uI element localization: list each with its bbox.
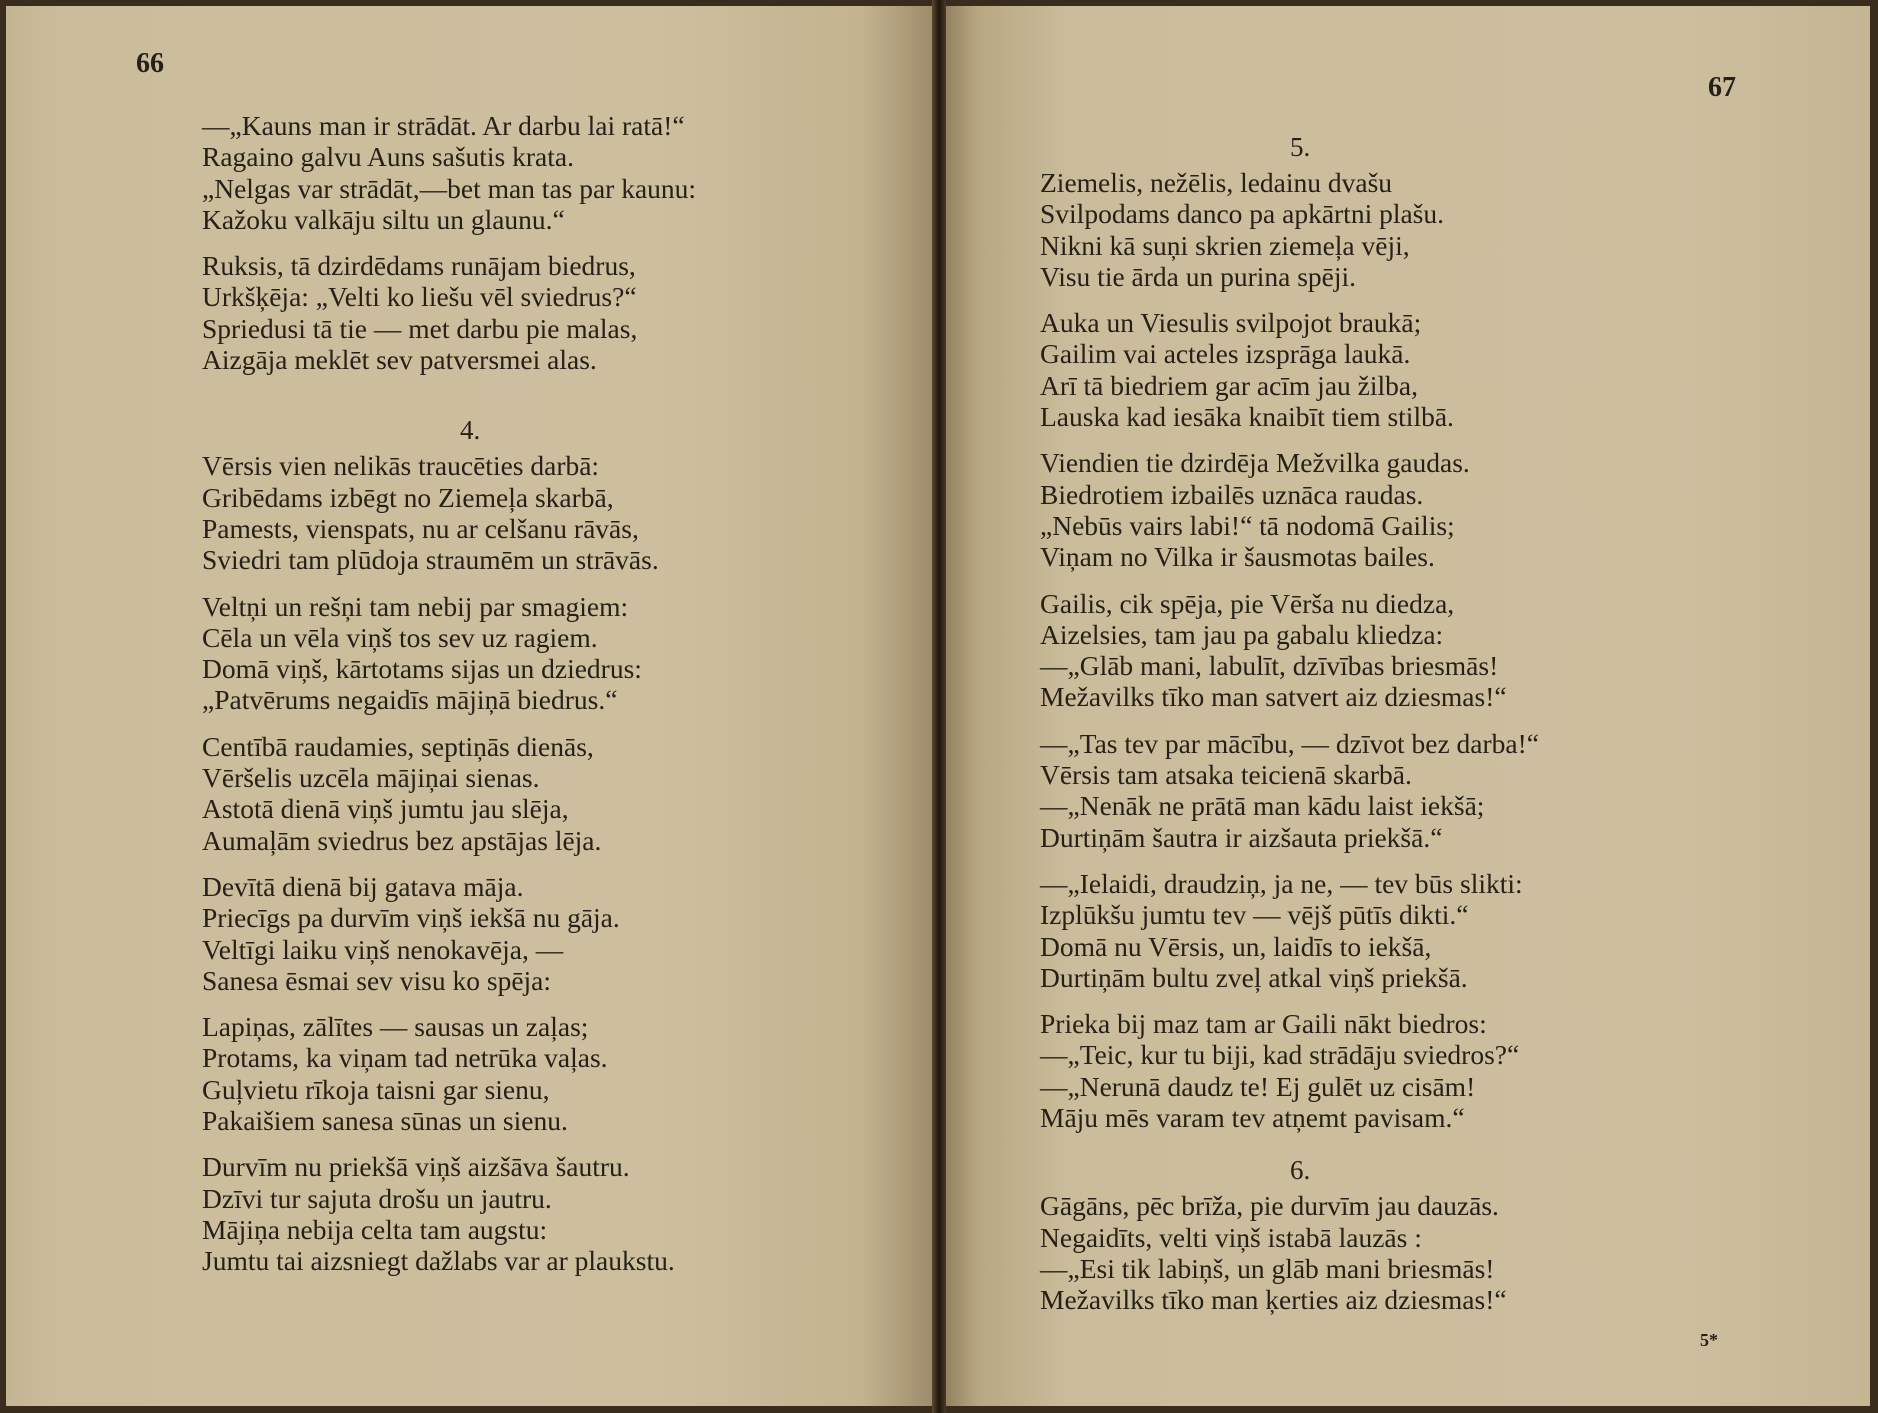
verse-line: Māju mēs varam tev atņemt pavisam.“: [1040, 1102, 1465, 1134]
stanza: [1040, 868, 1539, 993]
book-gutter: [932, 0, 946, 1413]
signature-mark: 5*: [1700, 1330, 1718, 1350]
stanza: [202, 450, 696, 575]
verse-line: —„Ielaidi, draudziņ, ja ne, — tev būs slikti:: [1040, 867, 1523, 899]
stanza: [202, 591, 696, 716]
stanza: [202, 1011, 696, 1136]
verse-line: —„Teic, kur tu biji, kad strādāju sviedros?“: [1040, 1039, 1520, 1071]
verse-line: —„Nenāk ne prātā man kādu laist iekšā;: [1040, 790, 1485, 822]
verse-line: —„Esi tik labiņš, un glāb mani briesmās!: [1040, 1252, 1495, 1284]
stanza: [1040, 447, 1539, 572]
stanza: [202, 1151, 696, 1276]
verse-line: Nikni kā suņi skrien ziemeļa vēji,: [1040, 229, 1410, 261]
section-number: 6.: [1290, 1155, 1311, 1186]
verse-line: Pakaišiem sanesa sūnas un sienu.: [202, 1105, 568, 1137]
verse-line: Dzīvi tur sajuta drošu un jautru.: [202, 1182, 552, 1214]
stanza: [202, 731, 696, 856]
verse-line: Pamests, vienspats, nu ar celšanu rāvās,: [202, 512, 639, 544]
section-number: 4.: [460, 415, 481, 446]
stanza: [1040, 307, 1539, 432]
verse-line: Veltīgi laiku viņš nenokavēja, —: [202, 933, 564, 965]
stanza: [1040, 588, 1539, 713]
verse-line: Guļvietu rīkoja taisni gar sienu,: [202, 1073, 550, 1105]
verse-line: Prieka bij maz tam ar Gaili nākt biedros:: [1040, 1008, 1487, 1040]
verse-line: „Patvērums negaidīs mājiņā biedrus.“: [202, 684, 618, 716]
left-page: [6, 6, 936, 1406]
verse-line: Domā viņš, kārtotams sijas un dziedrus:: [202, 653, 642, 685]
verse-line: Visu tie ārda un purina spēji.: [1040, 260, 1357, 292]
right-page: [942, 6, 1870, 1406]
verse-line: Mājiņa nebija celta tam augstu:: [202, 1213, 548, 1245]
verse-line: „Nebūs vairs labi!“ tā nodomā Gailis;: [1040, 509, 1455, 541]
verse-line: —„Glāb mani, labulīt, dzīvības briesmās!: [1040, 650, 1499, 682]
verse-line: Durtiņām bultu zveļ atkal viņš priekšā.: [1040, 961, 1468, 993]
verse-line: Sviedri tam plūdoja straumēm un strāvās.: [202, 544, 659, 576]
stanza: [1040, 1008, 1539, 1133]
verse-line: Urkšķēja: „Velti ko liešu vēl sviedrus?“: [202, 281, 637, 313]
verse-line: Aizelsies, tam jau pa gabalu kliedza:: [1040, 618, 1444, 650]
verse-line: Veltņi un rešņi tam nebij par smagiem:: [202, 590, 629, 622]
verse-line: Centībā raudamies, septiņās dienās,: [202, 730, 594, 762]
verse-line: Mežavilks tīko man ķerties aiz dziesmas!“: [1040, 1284, 1507, 1316]
verse-line: Kažoku valkāju siltu un glaunu.“: [202, 203, 565, 235]
verse-line: Viņam no Vilka ir šausmotas bailes.: [1040, 541, 1435, 573]
verse-line: —„Tas tev par mācību, — dzīvot bez darba!“: [1040, 727, 1539, 759]
verse-line: Vērsis vien nelikās traucēties darbā:: [202, 450, 600, 482]
stanza: [202, 871, 696, 996]
verse-line: —„Nerunā daudz te! Ej gulēt uz cisām!: [1040, 1070, 1476, 1102]
right-page-text: [1040, 132, 1539, 1331]
page-number-left: 66: [136, 48, 164, 79]
verse-line: Gribēdams izbēgt no Ziemeļa skarbā,: [202, 481, 614, 513]
verse-line: Biedrotiem izbailēs uznāca raudas.: [1040, 478, 1424, 510]
verse-line: Spriedusi tā tie — met darbu pie malas,: [202, 312, 638, 344]
verse-line: Lauska kad iesāka knaibīt tiem stilbā.: [1040, 401, 1454, 433]
verse-line: Vēršelis uzcēla mājiņai sienas.: [202, 762, 540, 794]
left-page-text: [202, 110, 696, 1292]
verse-line: Vērsis tam atsaka teicienā skarbā.: [1040, 759, 1412, 791]
stanza: [202, 250, 696, 375]
verse-line: „Nelgas var strādāt,—bet man tas par kaunu:: [202, 172, 697, 204]
verse-line: Protams, ka viņam tad netrūka vaļas.: [202, 1042, 608, 1074]
verse-line: Arī tā biedriem gar acīm jau žilba,: [1040, 369, 1418, 401]
verse-line: —„Kauns man ir strādāt. Ar darbu lai ratā!“: [202, 110, 685, 141]
verse-line: Gāgāns, pēc brīža, pie durvīm jau dauzās.: [1040, 1190, 1499, 1222]
verse-line: Aizgāja meklēt sev patversmei alas.: [202, 344, 597, 376]
verse-line: Gailis, cik spēja, pie Vērša nu diedza,: [1040, 587, 1455, 619]
stanza: [1040, 728, 1539, 853]
verse-line: Mežavilks tīko man satvert aiz dziesmas!“: [1040, 681, 1507, 713]
verse-line: Gailim vai acteles izsprāga laukā.: [1040, 338, 1411, 370]
verse-line: Izplūkšu jumtu tev — vējš pūtīs dikti.“: [1040, 899, 1469, 931]
verse-line: Viendien tie dzirdēja Mežvilka gaudas.: [1040, 447, 1470, 479]
verse-line: Ruksis, tā dzirdēdams runājam biedrus,: [202, 250, 636, 282]
verse-line: Lapiņas, zālītes — sausas un zaļas;: [202, 1011, 589, 1043]
stanza: [1040, 167, 1539, 292]
stanza: [202, 110, 696, 235]
verse-line: Negaidīts, velti viņš istabā lauzās :: [1040, 1221, 1422, 1253]
verse-line: Sanesa ēsmai sev visu ko spēja:: [202, 964, 552, 996]
verse-line: Domā nu Vērsis, un, laidīs to iekšā,: [1040, 930, 1432, 962]
verse-line: Astotā dienā viņš jumtu jau slēja,: [202, 793, 569, 825]
page-number-right: 67: [1708, 72, 1736, 103]
verse-line: Durvīm nu priekšā viņš aizšāva šautru.: [202, 1151, 630, 1183]
verse-line: Ziemelis, nežēlis, ledainu dvašu: [1040, 167, 1393, 198]
verse-line: Priecīgs pa durvīm viņš iekšā nu gāja.: [202, 902, 620, 934]
verse-line: Svilpodams danco pa apkārtni plašu.: [1040, 198, 1445, 230]
section-number: 5.: [1290, 132, 1311, 162]
verse-line: Ragaino galvu Auns sašutis krata.: [202, 141, 574, 173]
verse-line: Aumaļām sviedrus bez apstājas lēja.: [202, 824, 602, 856]
verse-line: Cēla un vēla viņš tos sev uz ragiem.: [202, 621, 598, 653]
verse-line: Jumtu tai aizsniegt dažlabs var ar plaukstu.: [202, 1245, 675, 1277]
verse-line: Durtiņām šautra ir aizšauta priekšā.“: [1040, 821, 1443, 853]
verse-line: Auka un Viesulis svilpojot braukā;: [1040, 307, 1422, 339]
verse-line: Devītā dienā bij gatava māja.: [202, 870, 524, 902]
stanza: [1040, 1190, 1539, 1315]
